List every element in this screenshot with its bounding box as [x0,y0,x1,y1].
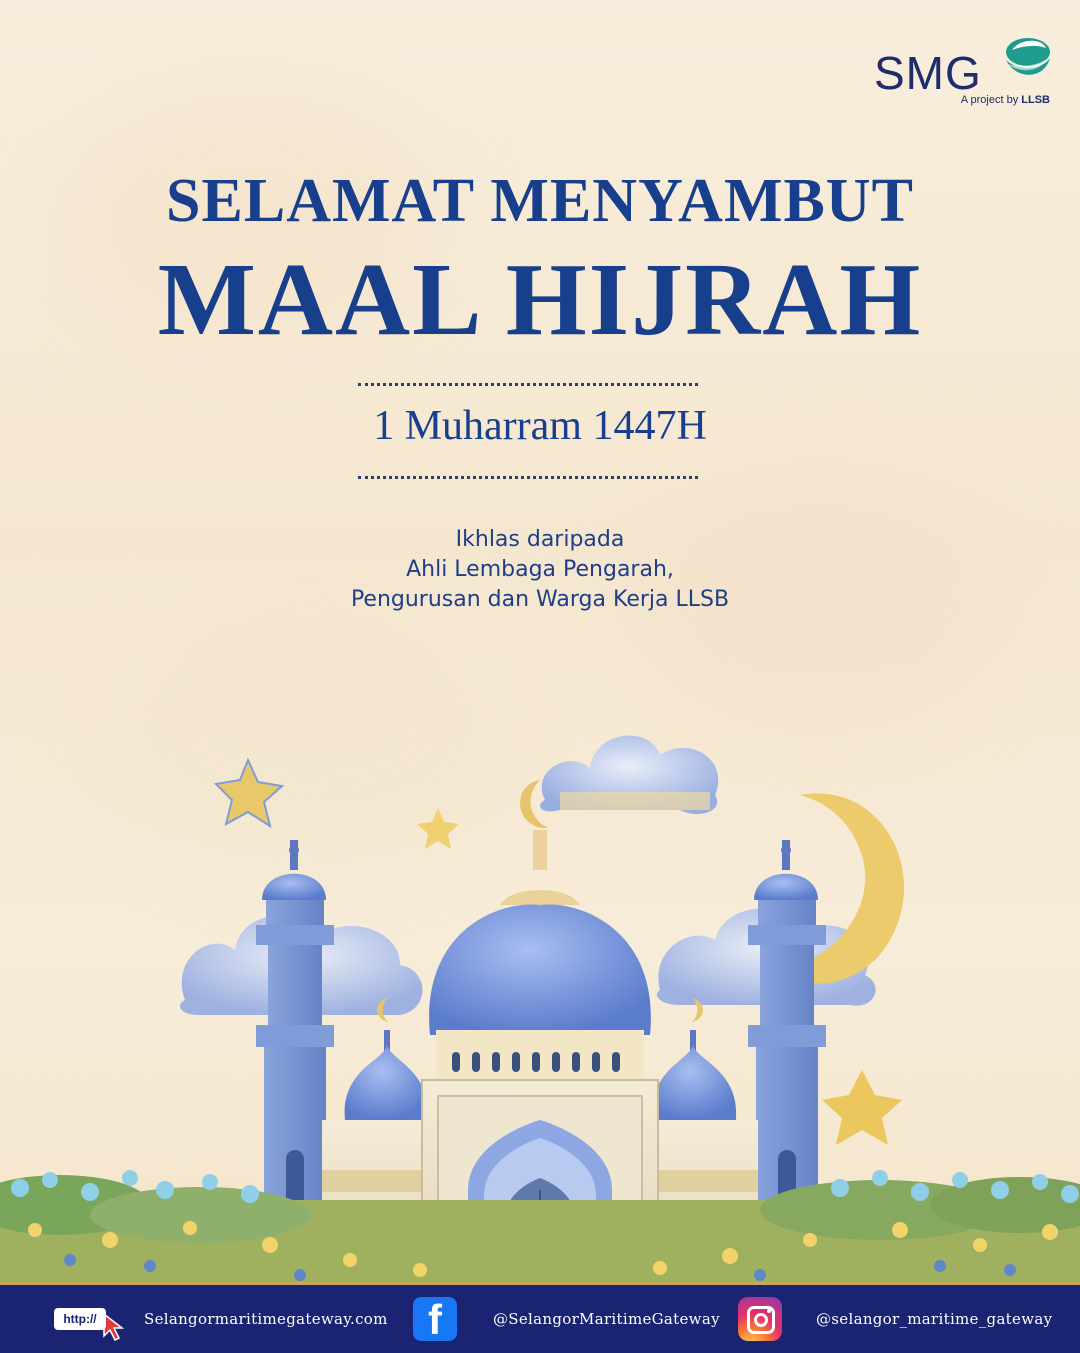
message-line-1: Ikhlas daripada [455,527,625,552]
right-small-dome [652,998,737,1120]
footer-bar [0,1282,1080,1353]
facebook-handle: @SelangorMaritimeGateway [493,1310,720,1328]
cloud-icon [540,736,718,814]
greeting-line: SELAMAT MENYAMBUT [166,167,914,235]
hijri-date: 1 Muharram 1447H [373,403,707,449]
logo-sub-prefix: A project by [960,94,1019,106]
link-cursor-icon [54,1308,106,1330]
main-title: MAAL HIJRAH [157,242,923,357]
instagram-link[interactable] [738,1285,1052,1353]
website-url: Selangormaritimegateway.com [144,1310,388,1328]
main-dome [429,780,651,1080]
divider-bottom [358,476,698,479]
star-icon [822,1070,902,1145]
instagram-handle: @selangor_maritime_gateway [816,1310,1053,1328]
star-icon [216,760,282,826]
left-small-dome [345,998,429,1120]
website-badge: http:// [63,1312,97,1326]
mosque-illustration [0,700,1080,1285]
logo-subtitle [961,94,1050,106]
star-icon [417,808,459,849]
facebook-icon: f [413,1297,457,1341]
divider-top [358,383,698,386]
greeting-message [0,525,1080,615]
facebook-link[interactable] [413,1285,720,1353]
message-line-3: Pengurusan dan Warga Kerja LLSB [350,587,730,612]
message-line-2: Ahli Lembaga Pengarah, [406,557,674,582]
website-link[interactable] [54,1285,388,1353]
logo-sub-brand: LLSB [1021,94,1050,106]
instagram-icon [738,1297,782,1341]
logo-text: SMG [874,47,982,99]
smg-logo [874,30,1054,110]
smg-logo-mark-icon [998,30,1054,86]
